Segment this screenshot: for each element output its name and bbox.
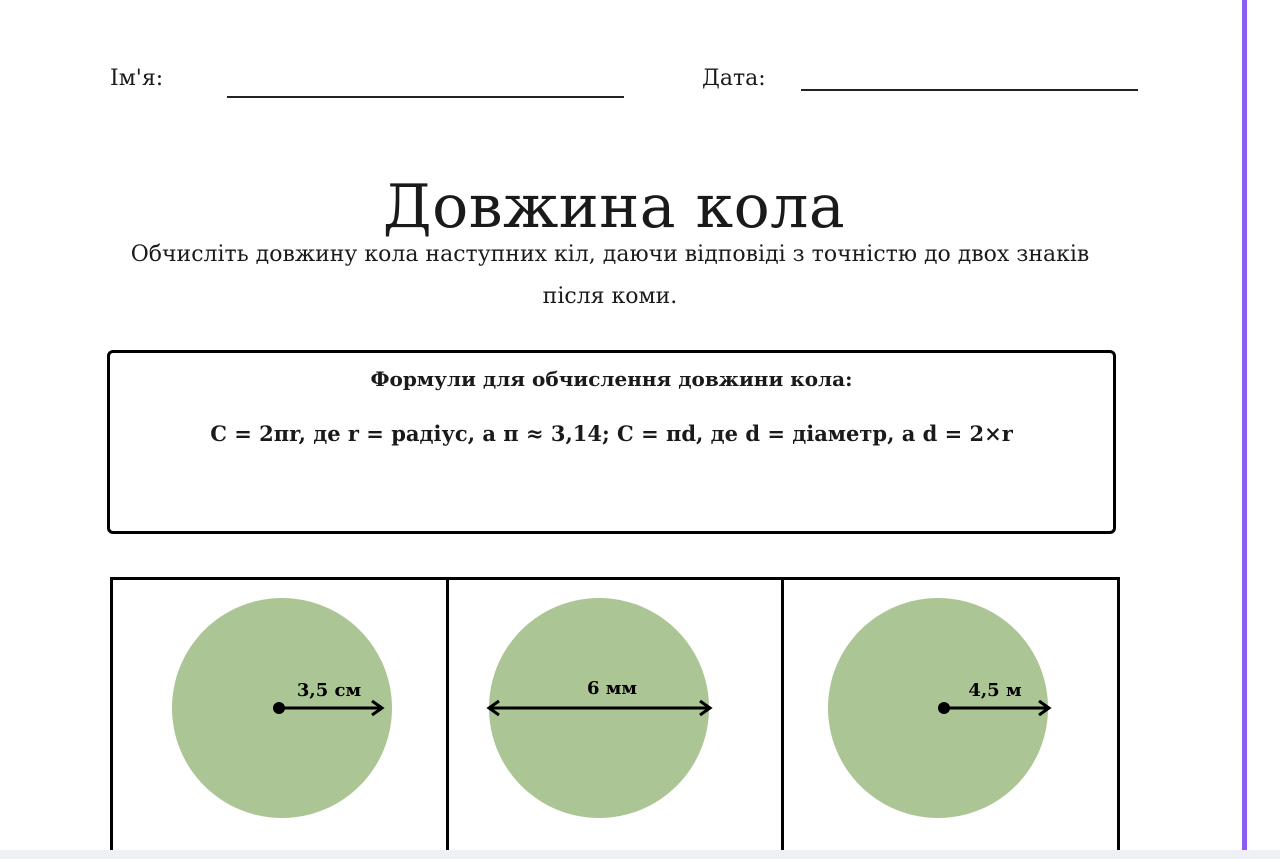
name-input-line[interactable] [227,96,624,98]
page-edge-rule [1242,0,1247,859]
date-input-line[interactable] [801,89,1138,91]
circle-cell-1 [113,580,446,850]
instruction-text: Обчисліть довжину кола наступних кіл, даючи відповіді з точністю до двох знаків після коми. [130,242,1090,309]
measure-label: 6 мм [586,678,637,699]
circle-cell-3 [781,580,1117,850]
circles-table [110,577,1120,850]
measure-label: 4,5 м [968,680,1022,701]
date-label: Дата: [702,66,766,91]
measure-label: 3,5 см [296,680,362,701]
circle-figure-3 [784,580,1117,850]
name-label: Ім'я: [110,66,164,91]
circle-figure-2 [449,580,782,850]
circle-figure-1 [113,580,446,850]
formula-text: C = 2πr, де r = радіус, а π ≈ 3,14; C = πd, де d = діаметр, а d = 2×r [210,421,1013,446]
page-title: Довжина кола [382,172,846,243]
formula-heading: Формули для обчислення довжини кола: [370,367,853,391]
viewer-scroll-area[interactable] [0,850,1280,859]
circle-cell-2 [446,580,782,850]
page-margin [1247,0,1280,859]
formula-box [107,350,1116,534]
